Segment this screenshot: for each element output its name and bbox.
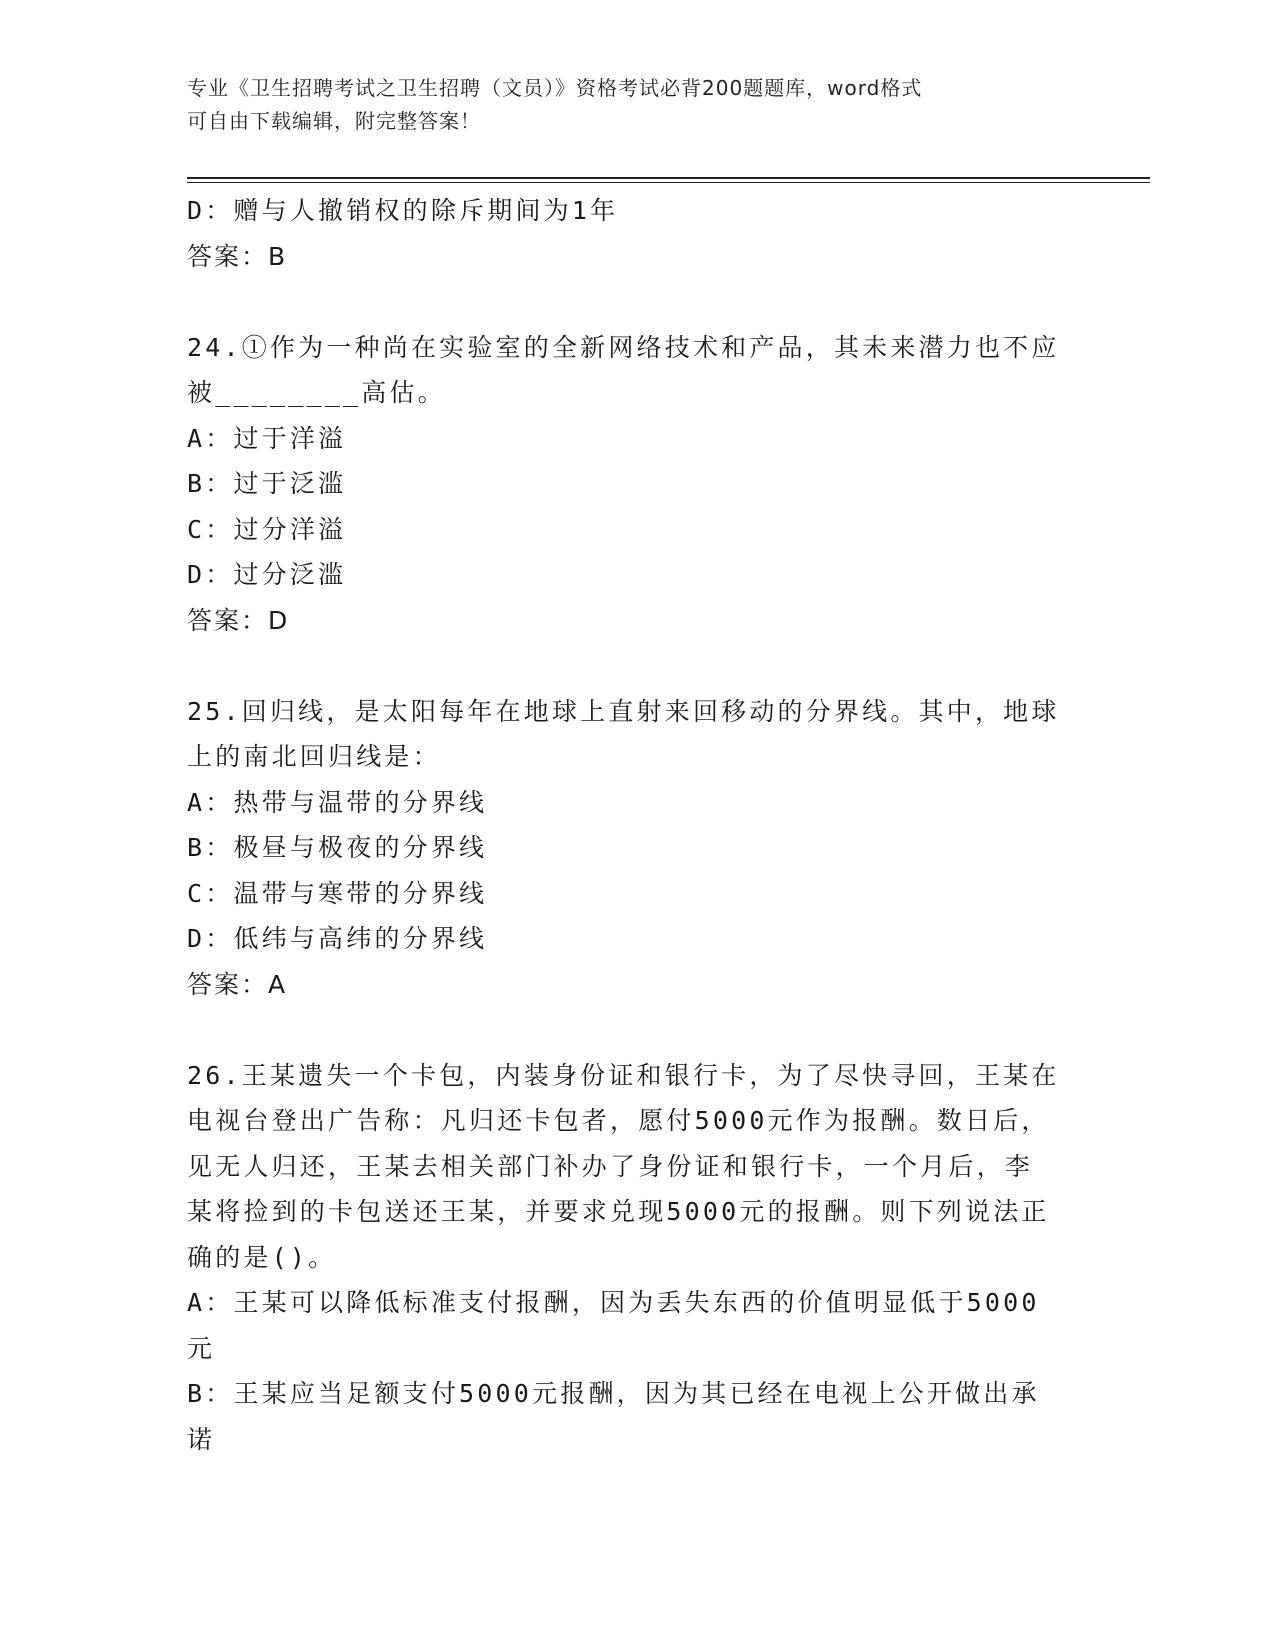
- q26-stem-line-4: 某将捡到的卡包送还王某，并要求兑现5000元的报酬。则下列说法正: [187, 1197, 1050, 1226]
- prev-answer: 答案：B: [187, 241, 288, 271]
- q26-stem-line-1: 26.王某遗失一个卡包，内装身份证和银行卡，为了尽快寻回，王某在: [187, 1060, 1060, 1090]
- q24-option-a: A：过于洋溢: [187, 423, 347, 453]
- q25-option-b: B：极昼与极夜的分界线: [187, 833, 488, 862]
- q26-option-b-line-1: B：王某应当足额支付5000元报酬，因为其已经在电视上公开做出承: [187, 1379, 1040, 1408]
- q24-option-d: D：过分泛滥: [187, 560, 347, 589]
- prev-option-d: D：赠与人撤销权的除斥期间为1年: [187, 196, 619, 225]
- q26-option-a-line-2: 元: [187, 1333, 216, 1363]
- q25-option-c: C：温带与寒带的分界线: [187, 878, 488, 908]
- document-body: [187, 188, 1067, 1462]
- q26-option-b-line-2: 诺: [187, 1424, 216, 1454]
- q24-option-b: B：过于泛滥: [187, 469, 347, 498]
- q26-stem-line-2: 电视台登出广告称：凡归还卡包者，愿付5000元作为报酬。数日后，: [187, 1106, 1050, 1135]
- q26-option-a-line-1: A：王某可以降低标准支付报酬，因为丢失东西的价值明显低于5000: [187, 1288, 1040, 1317]
- q24-stem-line-2: 被________高估。: [187, 378, 446, 407]
- q24-option-c: C：过分洋溢: [187, 514, 347, 544]
- header-divider-thick: [187, 177, 1150, 179]
- q26-stem-line-5: 确的是()。: [187, 1242, 337, 1272]
- q25-option-d: D：低纬与高纬的分界线: [187, 924, 488, 953]
- q26-stem-line-3: 见无人归还，王某去相关部门补办了身份证和银行卡，一个月后，李: [187, 1151, 1034, 1181]
- header-line-1: 专业《卫生招聘考试之卫生招聘（文员）》资格考试必背200题题库，word格式: [187, 76, 923, 100]
- header-divider-thin: [187, 182, 1150, 183]
- q25-option-a: A：热带与温带的分界线: [187, 787, 488, 817]
- document-header: [187, 72, 1067, 138]
- q25-stem-line-2: 上的南北回归线是：: [187, 742, 441, 771]
- q25-answer: 答案：A: [187, 969, 288, 999]
- header-line-2: 可自由下载编辑，附完整答案！: [187, 109, 481, 133]
- q24-stem-line-1: 24.①作为一种尚在实验室的全新网络技术和产品，其未来潜力也不应: [187, 332, 1060, 362]
- q24-answer: 答案：D: [187, 605, 290, 635]
- q25-stem-line-1: 25.回归线，是太阳每年在地球上直射来回移动的分界线。其中，地球: [187, 696, 1060, 726]
